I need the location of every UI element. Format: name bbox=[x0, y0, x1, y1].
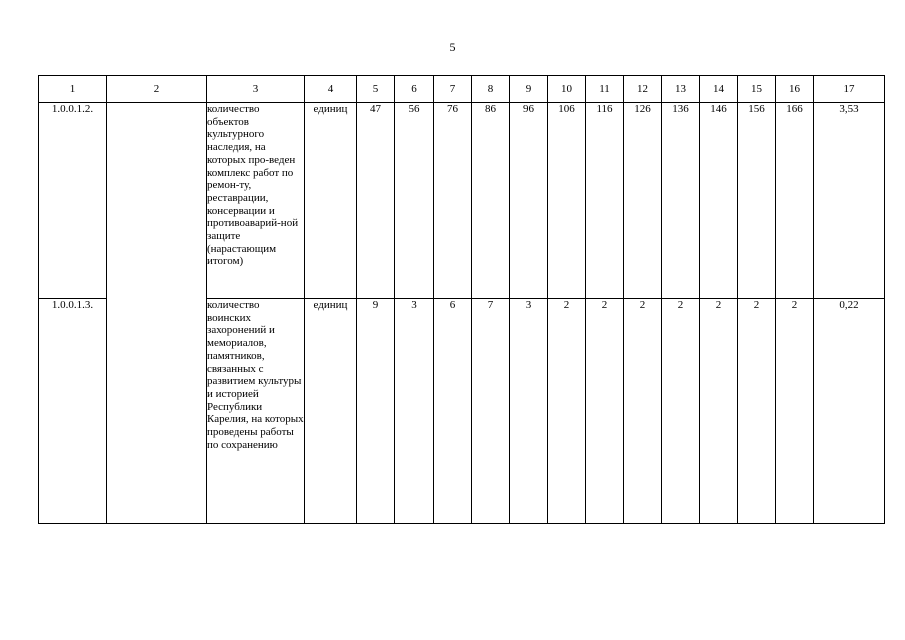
column-header: 3 bbox=[207, 76, 305, 103]
value-cell: 2 bbox=[738, 299, 776, 524]
value-cell: 2 bbox=[776, 299, 814, 524]
indicators-table bbox=[38, 75, 885, 524]
value-cell: 3 bbox=[510, 299, 548, 524]
unit-cell: единиц bbox=[305, 103, 357, 299]
unit-cell: единиц bbox=[305, 299, 357, 524]
value-cell: 2 bbox=[700, 299, 738, 524]
value-cell: 47 bbox=[357, 103, 395, 299]
indicator-name: количество воинских захоронений и мемориалов, памятников, связанных с развитием культуры и историей Республики Карелия, на которых проведены работы по сохранению bbox=[207, 299, 305, 524]
column-header: 16 bbox=[776, 76, 814, 103]
value-cell: 2 bbox=[662, 299, 700, 524]
column-header: 14 bbox=[700, 76, 738, 103]
value-cell: 9 bbox=[357, 299, 395, 524]
value-cell: 6 bbox=[434, 299, 472, 524]
header-row bbox=[39, 76, 885, 103]
column-header: 2 bbox=[107, 76, 207, 103]
column-header: 11 bbox=[586, 76, 624, 103]
column-header: 5 bbox=[357, 76, 395, 103]
value-cell: 126 bbox=[624, 103, 662, 299]
column-header: 7 bbox=[434, 76, 472, 103]
value-cell: 2 bbox=[586, 299, 624, 524]
column-header: 8 bbox=[472, 76, 510, 103]
value-cell: 2 bbox=[624, 299, 662, 524]
value-cell: 116 bbox=[586, 103, 624, 299]
column-header: 10 bbox=[548, 76, 586, 103]
column-header: 4 bbox=[305, 76, 357, 103]
total-cell: 0,22 bbox=[814, 299, 885, 524]
value-cell: 166 bbox=[776, 103, 814, 299]
value-cell: 76 bbox=[434, 103, 472, 299]
column-header: 17 bbox=[814, 76, 885, 103]
indicator-name: количество объектов культурного наследия, на которых про-веден комплекс работ по ремон-ту, реставрации, консервации и противоаварий-ной защите (нарастающим итогом) bbox=[207, 103, 305, 299]
value-cell: 2 bbox=[548, 299, 586, 524]
column-header: 6 bbox=[395, 76, 434, 103]
value-cell: 7 bbox=[472, 299, 510, 524]
column-header: 15 bbox=[738, 76, 776, 103]
merged-empty-cell bbox=[107, 103, 207, 524]
value-cell: 136 bbox=[662, 103, 700, 299]
column-header: 1 bbox=[39, 76, 107, 103]
column-header: 13 bbox=[662, 76, 700, 103]
value-cell: 106 bbox=[548, 103, 586, 299]
value-cell: 156 bbox=[738, 103, 776, 299]
column-header: 12 bbox=[624, 76, 662, 103]
row-id: 1.0.0.1.3. bbox=[39, 299, 107, 524]
value-cell: 86 bbox=[472, 103, 510, 299]
value-cell: 56 bbox=[395, 103, 434, 299]
table-row bbox=[39, 103, 885, 299]
column-header: 9 bbox=[510, 76, 548, 103]
row-id: 1.0.0.1.2. bbox=[39, 103, 107, 299]
value-cell: 96 bbox=[510, 103, 548, 299]
total-cell: 3,53 bbox=[814, 103, 885, 299]
page-number: 5 bbox=[449, 40, 456, 54]
value-cell: 146 bbox=[700, 103, 738, 299]
value-cell: 3 bbox=[395, 299, 434, 524]
